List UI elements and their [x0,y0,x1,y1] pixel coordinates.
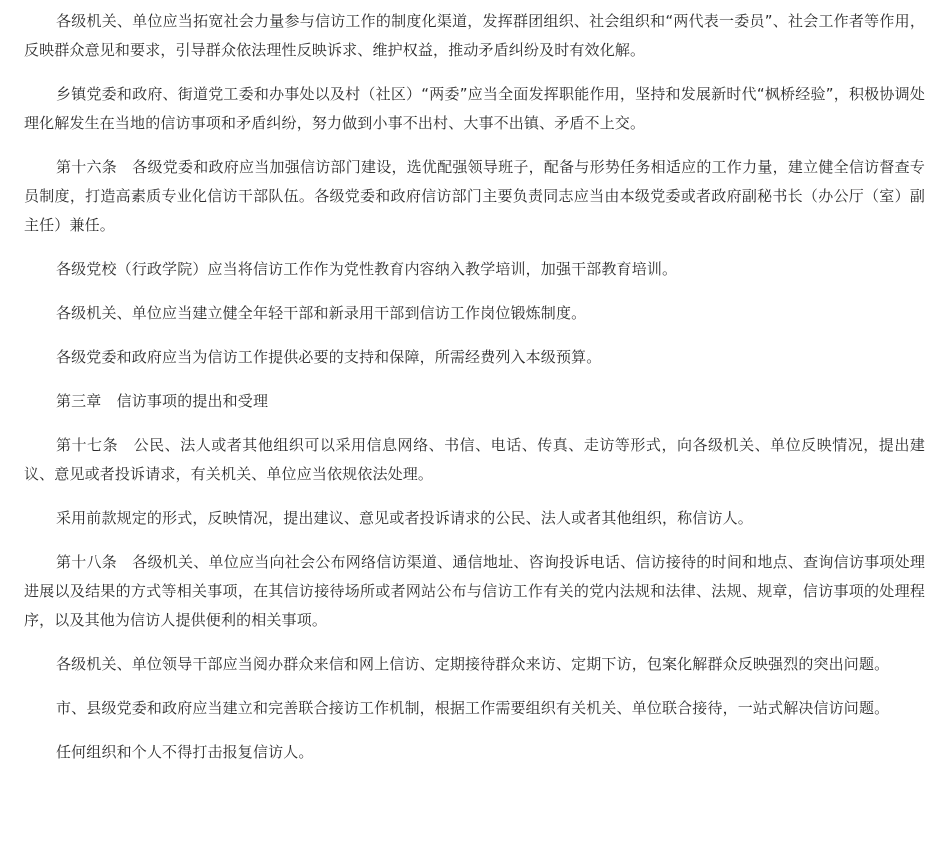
paragraph: 第十六条 各级党委和政府应当加强信访部门建设，选优配强领导班子，配备与形势任务相适应的工作力量，建立健全信访督查专员制度，打造高素质专业化信访干部队伍。各级党委和政府信访部门主要负责同志应当由本级党委或者政府副秘书长（办公厅（室）副主任）兼任。 [24,158,925,234]
paragraph: 任何组织和个人不得打击报复信访人。 [56,743,314,761]
paragraph: 各级机关、单位应当建立健全年轻干部和新录用干部到信访工作岗位锻炼制度。 [56,304,587,322]
paragraph: 各级党委和政府应当为信访工作提供必要的支持和保障，所需经费列入本级预算。 [56,348,602,366]
paragraph: 第十八条 各级机关、单位应当向社会公布网络信访渠道、通信地址、咨询投诉电话、信访接待的时间和地点、查询信访事项处理进展以及结果的方式等相关事项，在其信访接待场所或者网站公布与信访工作有关的党内法规和法律、法规、规章，信访事项的处理程序，以及其他为信访人提供便利的相关事项。 [24,553,925,629]
chapter-heading: 第三章 信访事项的提出和受理 [56,392,269,410]
paragraph: 乡镇党委和政府、街道党工委和办事处以及村（社区）“两委”应当全面发挥职能作用，坚持和发展新时代“枫桥经验”，积极协调处理化解发生在当地的信访事项和矛盾纠纷，努力做到小事不出村、大事不出镇、矛盾不上交。 [24,85,925,132]
paragraph: 各级机关、单位领导干部应当阅办群众来信和网上信访、定期接待群众来访、定期下访，包案化解群众反映强烈的突出问题。 [56,655,890,673]
paragraph: 各级机关、单位应当拓宽社会力量参与信访工作的制度化渠道，发挥群团组织、社会组织和“两代表一委员”、社会工作者等作用，反映群众意见和要求，引导群众依法理性反映诉求、维护权益，推动矛盾纠纷及时有效化解。 [24,12,925,59]
paragraph: 第十七条 公民、法人或者其他组织可以采用信息网络、书信、电话、传真、走访等形式，向各级机关、单位反映情况，提出建议、意见或者投诉请求，有关机关、单位应当依规依法处理。 [24,436,925,483]
paragraph: 采用前款规定的形式，反映情况，提出建议、意见或者投诉请求的公民、法人或者其他组织，称信访人。 [56,509,753,527]
paragraph: 各级党校（行政学院）应当将信访工作作为党性教育内容纳入教学培训，加强干部教育培训。 [56,260,678,278]
paragraph: 市、县级党委和政府应当建立和完善联合接访工作机制，根据工作需要组织有关机关、单位联合接待，一站式解决信访问题。 [56,699,890,717]
